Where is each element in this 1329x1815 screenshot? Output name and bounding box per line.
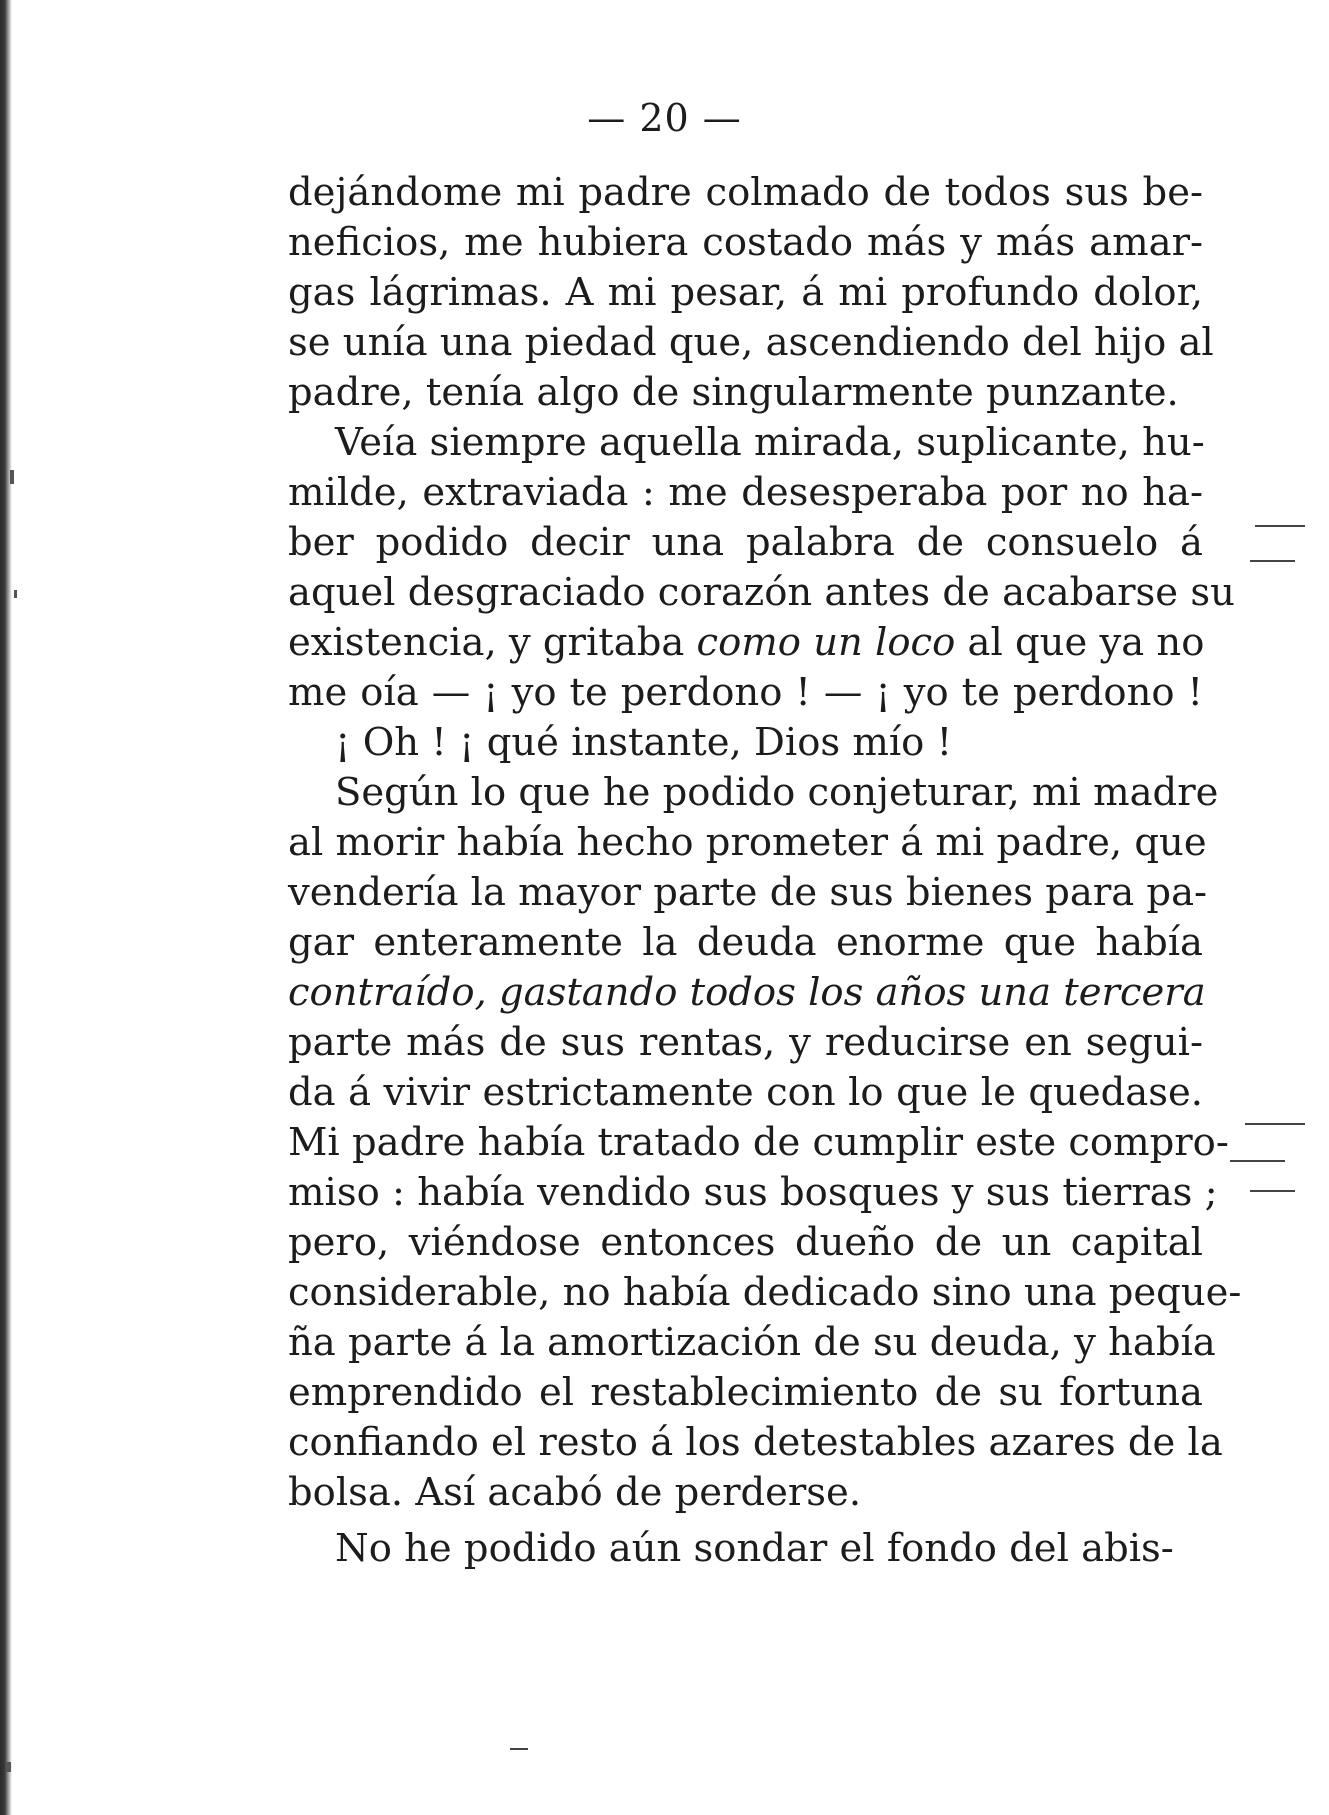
italic-fragment: como un loco	[696, 620, 956, 665]
text-line: me oía — ¡ yo te perdono ! — ¡ yo te perdono !	[288, 670, 1203, 715]
text-line: bolsa. Así acabó de perderse.	[288, 1470, 862, 1515]
spine-notch	[14, 590, 17, 598]
paragraph-4	[288, 768, 1242, 1518]
body-text	[288, 168, 1242, 1574]
text-line: gar enteramente la deuda enorme que había	[288, 920, 1203, 965]
margin-mark	[1250, 1190, 1295, 1192]
paragraph-3	[288, 718, 1203, 768]
text-line	[288, 618, 1203, 668]
text-line: dejándome mi padre colmado de todos sus be-	[288, 170, 1203, 215]
text-line: al morir había hecho prometer á mi padre, que	[288, 820, 1207, 865]
text-line: se unía una piedad que, ascendiendo del hijo al	[288, 320, 1214, 365]
text-line: Según lo que he podido conjeturar, mi madre	[335, 770, 1219, 815]
book-spine-edge	[0, 0, 12, 1815]
spine-notch	[10, 470, 14, 484]
text-line: confiando el resto á los detestables azares de la	[288, 1420, 1223, 1465]
text-line: contraído, gastando todos los años una tercera	[288, 970, 1206, 1015]
text-line: miso : había vendido sus bosques y sus tierras ;	[288, 1170, 1218, 1215]
text-line: da á vivir estrictamente con lo que le quedase.	[288, 1070, 1203, 1115]
text-line: aquel desgraciado corazón antes de acabarse su	[288, 570, 1235, 615]
text-line: neficios, me hubiera costado más y más amar-	[288, 220, 1203, 265]
paragraph-1	[288, 168, 1214, 418]
page-number: — 20 —	[587, 96, 742, 140]
text-fragment: al que ya no	[955, 620, 1205, 665]
margin-mark	[1230, 1160, 1285, 1162]
text-line: gas lágrimas. A mi pesar, á mi profundo dolor,	[288, 270, 1203, 315]
text-line: Mi padre había tratado de cumplir este compro-	[288, 1120, 1229, 1165]
margin-mark	[1250, 560, 1295, 562]
paragraph-5	[288, 1524, 1203, 1574]
text-line: milde, extraviada : me desesperaba por no ha-	[288, 470, 1203, 515]
text-line: No he podido aún sondar el fondo del abis-	[335, 1526, 1174, 1571]
text-line: Veía siempre aquella mirada, suplicante, hu-	[335, 420, 1205, 465]
margin-mark	[1245, 1123, 1305, 1125]
text-line: ¡ Oh ! ¡ qué instante, Dios mío !	[335, 720, 953, 765]
text-line: considerable, no había dedicado sino una peque-	[288, 1270, 1242, 1315]
margin-mark	[1255, 525, 1305, 527]
margin-mark	[510, 1748, 528, 1750]
text-fragment: existencia, y gritaba	[288, 620, 697, 665]
paragraph-2	[288, 418, 1235, 718]
spine-notch	[6, 1762, 11, 1772]
text-line: padre, tenía algo de singularmente punzante.	[288, 370, 1179, 415]
text-line: ber podido decir una palabra de consuelo á	[288, 520, 1203, 565]
text-line: ña parte á la amortización de su deuda, y había	[288, 1320, 1216, 1365]
text-line: pero, viéndose entonces dueño de un capital	[288, 1220, 1203, 1265]
text-line: emprendido el restablecimiento de su fortuna	[288, 1370, 1203, 1415]
text-line: parte más de sus rentas, y reducirse en segui-	[288, 1020, 1203, 1065]
text-line: vendería la mayor parte de sus bienes para pa-	[288, 870, 1208, 915]
